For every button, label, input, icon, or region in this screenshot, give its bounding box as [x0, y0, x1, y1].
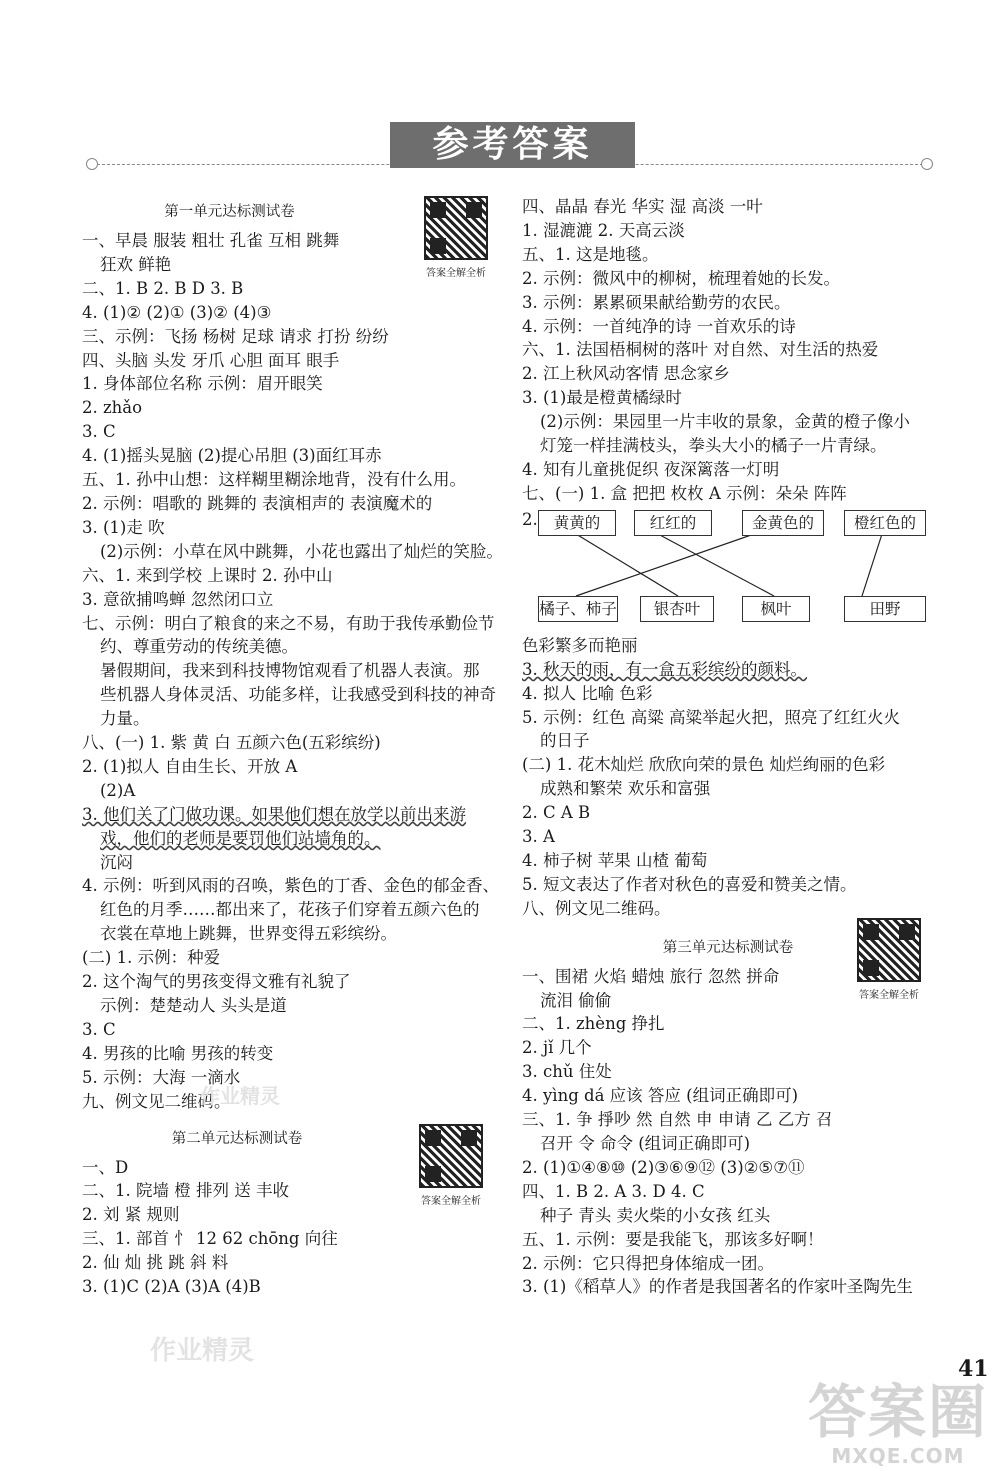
answer-line: 3. (1)C (2)A (3)A (4)B	[82, 1277, 261, 1297]
answer-line: 示例：楚楚动人 头头是道	[100, 996, 287, 1015]
section-title-unit3: 第三单元达标测试卷	[662, 939, 794, 956]
answer-line: 4. 男孩的比喻 男孩的转变	[82, 1043, 274, 1063]
answer-line: 3. (1)最是橙黄橘绿时	[522, 388, 682, 408]
answer-line: 一、早晨 服装 粗壮 孔雀 互相 跳舞	[82, 231, 340, 250]
answer-line: 5. 示例：红色 高粱 高粱举起火把，照亮了红红火火	[522, 707, 900, 727]
answer-line: 1. 身体部位名称 示例：眉开眼笑	[82, 374, 323, 394]
answer-line: 五、1. 这是地毯。	[522, 244, 659, 264]
answer-line: 召开 令 命令 (组词正确即可)	[540, 1134, 751, 1153]
answer-line: 灯笼一样挂满枝头，拳头大小的橘子一片青绿。	[540, 436, 887, 456]
answer-line: 4. yìng dá 应该 答应 (组词正确即可)	[522, 1086, 799, 1106]
answer-line: 2. 刘 紧 规则	[82, 1205, 180, 1225]
answer-line: 三、1. 部首 忄 12 62 chōng 向往	[82, 1229, 338, 1249]
answer-line: 沉闷	[100, 852, 133, 872]
answer-line: 五、1. 示例：要是我能飞，那该多好啊！	[522, 1229, 824, 1249]
answer-line: 四、头脑 头发 牙爪 心胆 面耳 眼手	[82, 350, 340, 370]
answer-line: 五、1. 孙中山想：这样糊里糊涂地背，没有什么用。	[82, 470, 466, 490]
faint-watermark: 作业精灵	[200, 1084, 280, 1108]
answer-line: 六、1. 法国梧桐树的落叶 对自然、对生活的热爱	[522, 340, 879, 360]
answer-line: 七、(一) 1. 盒 把把 枚枚 A 示例：朵朵 阵阵	[522, 483, 847, 503]
answer-line: 种子 青头 卖火柴的小女孩 红头	[540, 1205, 771, 1225]
answer-line: 衣裳在草地上跳舞，世界变得五彩缤纷。	[100, 924, 397, 944]
answer-line: 九、例文见二维码。	[82, 1091, 231, 1111]
answer-line: 5. 短文表达了作者对秋色的喜爱和赞美之情。	[522, 874, 857, 894]
answer-line: 四、1. B 2. A 3. D 4. C	[522, 1181, 705, 1201]
answer-line: 流泪 偷偷	[540, 990, 612, 1010]
match-box-top: 黄黄的	[538, 510, 616, 536]
match-box-top: 金黄色的	[742, 510, 824, 536]
answer-line: 2. (1)①④⑧⑩ (2)③⑥⑨⑫ (3)②⑤⑦⑪	[522, 1157, 805, 1177]
answer-line: 七、示例：明白了粮食的来之不易，有助于我传承勤俭节	[82, 613, 495, 633]
answer-line: 色彩繁多而艳丽	[522, 635, 638, 655]
unit2-continued-answers	[522, 195, 934, 506]
match-box-bottom: 橘子、柿子	[538, 596, 618, 622]
answer-line: 2. 示例：微风中的柳树，梳理着她的长发。	[522, 268, 840, 288]
answer-line: 4. 示例：一首纯净的诗 一首欢乐的诗	[522, 316, 796, 336]
qr-caption: 答案全解全析	[426, 268, 486, 279]
match-box-bottom: 银杏叶	[640, 596, 714, 622]
answer-line: 一、D	[82, 1157, 129, 1177]
answer-line: 二、1. B 2. B D 3. B	[82, 278, 244, 298]
answer-line: 三、示例：飞扬 杨树 足球 请求 打扮 纷纷	[82, 326, 389, 346]
matching-diagram	[522, 508, 934, 634]
answer-line: 四、晶晶 春光 华实 湿 高淡 一叶	[522, 197, 763, 216]
answer-line: 2. zhǎo	[82, 398, 143, 418]
answer-line: 六、1. 来到学校 上课时 2. 孙中山	[82, 565, 333, 585]
match-box-top: 红红的	[634, 510, 712, 536]
answer-line: (2)示例：小草在风中跳舞，小花也露出了灿烂的笑脸。	[100, 541, 503, 561]
answer-line: 3. 示例：累累硕果献给勤劳的农民。	[522, 292, 791, 312]
answer-line: 3. chǔ 住处	[522, 1062, 612, 1082]
answer-line: 5. 示例：大海 一滴水	[82, 1067, 241, 1087]
answer-line: (二) 1. 花木灿烂 欣欣向荣的景色 灿烂绚丽的色彩	[522, 755, 886, 775]
unit1-answers	[82, 229, 503, 1114]
answer-line: 4. (1)摇头晃脑 (2)提心吊胆 (3)面红耳赤	[82, 446, 382, 466]
unit2-answers	[82, 1156, 492, 1299]
underlined-answer: 3. 秋天的雨，有一盒五彩缤纷的颜料。	[522, 659, 807, 679]
answer-line: 二、1. zhèng 挣扎	[522, 1014, 665, 1034]
answer-line: 2. jǐ 几个	[522, 1038, 592, 1058]
match-line	[658, 534, 774, 596]
match-line	[862, 534, 882, 596]
answer-line: 3. 意欲捕鸣蝉 忽然闭口立	[82, 589, 274, 609]
answer-line: 八、例文见二维码。	[522, 898, 671, 918]
left-column	[82, 195, 503, 1299]
answer-line: 4. 柿子树 苹果 山楂 葡萄	[522, 850, 708, 870]
answer-line: 4. 示例：听到风雨的召唤，紫色的丁香、金色的郁金香、	[82, 876, 499, 896]
answer-line: 暑假期间，我来到科技博物馆观看了机器人表演。那	[100, 661, 480, 681]
unit3-answers	[522, 965, 934, 1300]
answer-line: 二、1. 院墙 橙 排列 送 丰收	[82, 1181, 289, 1201]
answer-line: 3. (1)《稻草人》的作者是我国著名的作家叶圣陶先生	[522, 1277, 913, 1297]
answer-line: (二) 1. 示例：种爱	[82, 948, 221, 968]
match-box-top: 橙红色的	[844, 510, 926, 536]
answer-line: 2. 示例：它只得把身体缩成一团。	[522, 1253, 774, 1273]
right-column	[522, 195, 934, 1299]
matching-label: 2.	[522, 509, 538, 529]
answer-line: 些机器人身体灵活、功能多样，让我感受到科技的神奇	[100, 685, 496, 705]
answer-line: 2. 仙 灿 挑 跳 斜 料	[82, 1253, 229, 1273]
answer-line: 成熟和繁荣 欢乐和富强	[540, 779, 711, 799]
watermark-logo-text: 答案圈	[808, 1378, 989, 1446]
answer-line: 三、1. 争 掙吵 然 自然 申 申请 乙 乙方 召	[522, 1110, 833, 1130]
answer-line: 一、围裙 火焰 蜡烛 旅行 忽然 拼命	[522, 966, 780, 986]
answer-line: 3. (1)走 吹	[82, 517, 165, 537]
qr-caption: 答案全解全析	[421, 1196, 481, 1207]
answer-line: 狂欢 鲜艳	[100, 254, 172, 274]
unit2-more-answers	[522, 634, 934, 921]
answer-line: 2. 示例：唱歌的 跳舞的 表演相声的 表演魔术的	[82, 493, 433, 513]
answer-line: (2)A	[100, 780, 136, 800]
qr-caption: 答案全解全析	[859, 990, 919, 1001]
underlined-answer: 3. 他们关了门做功课。如果他们想在放学以前出来游	[82, 804, 466, 824]
answer-line: 4. (1)② (2)① (3)② (4)③	[82, 302, 272, 322]
answer-line: 2. 江上秋风动客情 思念家乡	[522, 364, 730, 384]
site-watermark	[808, 1380, 988, 1468]
section-title-unit2: 第二单元达标测试卷	[171, 1130, 303, 1147]
match-box-bottom: 枫叶	[742, 596, 810, 622]
answer-line: 约、尊重劳动的传统美德。	[100, 637, 298, 657]
answer-line: 的日子	[540, 731, 590, 751]
section-title-unit1: 第一单元达标测试卷	[164, 204, 295, 220]
page-number: 41	[958, 1356, 989, 1382]
answer-line: (2)示例：果园里一片丰收的景象，金黄的橙子像小	[540, 412, 910, 432]
answer-line: 八、(一) 1. 紫 黄 白 五颜六色(五彩缤纷)	[82, 733, 381, 753]
match-box-bottom: 田野	[844, 596, 926, 622]
match-line	[576, 534, 754, 596]
answer-line: 2. C A B	[522, 803, 591, 823]
answer-line: 3. A	[522, 827, 555, 847]
answer-line: 4. 知有儿童挑促织 夜深篱落一灯明	[522, 459, 780, 479]
answer-line: 2. 这个淘气的男孩变得文雅有礼貌了	[82, 972, 351, 992]
divider-dot-right	[921, 158, 933, 170]
underlined-answer: 戏，他们的老师是要罚他们站墙角的。	[100, 828, 381, 848]
faint-watermark: 作业精灵	[150, 1336, 255, 1366]
answer-line: 1. 湿漉漉 2. 天高云淡	[522, 220, 685, 240]
divider-dot-left	[86, 158, 98, 170]
page-title: 参考答案	[390, 122, 635, 168]
watermark-url: MXQE.COM	[831, 1444, 965, 1468]
match-line	[576, 534, 678, 596]
answer-line: 3. C	[82, 422, 116, 442]
answer-line: 力量。	[100, 709, 150, 729]
answer-line: 2. (1)拟人 自由生长、开放 A	[82, 756, 298, 776]
answer-line: 4. 拟人 比喻 色彩	[522, 683, 653, 703]
answer-line: 3. C	[82, 1019, 116, 1039]
answer-line: 红色的月季……都出来了，花孩子们穿着五颜六色的	[100, 900, 480, 920]
